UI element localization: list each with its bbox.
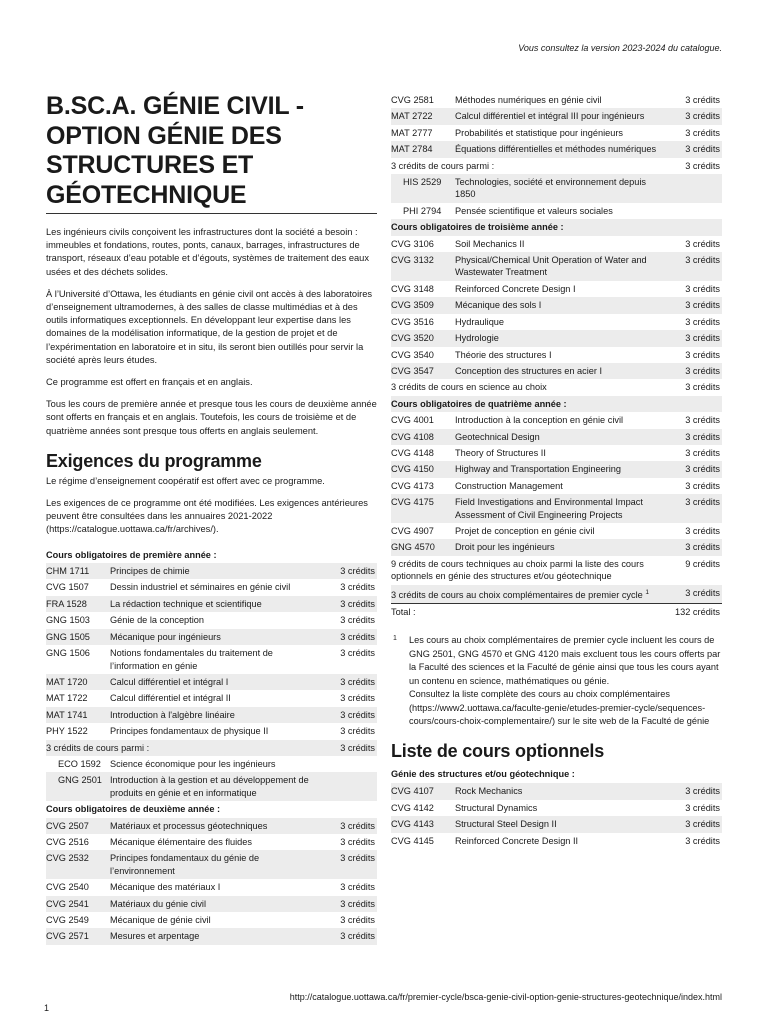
course-code: MAT 1741 <box>46 707 110 723</box>
optional-course-table <box>391 783 722 849</box>
course-code: GNG 2501 <box>46 772 110 801</box>
total-credits: 132 crédits <box>670 604 722 621</box>
elective-option-row <box>46 756 377 772</box>
course-credits: 3 crédits <box>670 141 722 157</box>
course-row <box>391 363 722 379</box>
course-row <box>391 281 722 297</box>
course-title: Matériaux du génie civil <box>110 896 325 912</box>
credit-requirement-row <box>391 585 722 604</box>
elective-option-row <box>46 772 377 801</box>
footnote-mark: 1 <box>393 635 397 643</box>
course-title: Calcul différentiel et intégral III pour ingénieurs <box>455 108 670 124</box>
course-title: Principes fondamentaux du génie de l’environnement <box>110 850 325 879</box>
course-code: CVG 4108 <box>391 429 455 445</box>
requirement-label: 3 crédits de cours parmi : <box>391 160 495 171</box>
course-title: Soil Mechanics II <box>455 238 525 249</box>
course-credits: 3 crédits <box>670 585 722 604</box>
footnote-text-2: Consultez la liste complète des cours au choix complémentaires (https://www2.uottawa.ca/faculte-genie/etudes-premier-cycle/sequences-cours/cours-choix-complementaire/) sur le site web de la Faculté de génie <box>409 689 710 726</box>
requirement-text <box>391 556 670 585</box>
course-row <box>46 674 377 690</box>
course-code: CVG 2541 <box>46 896 110 912</box>
course-credits: 3 crédits <box>685 802 720 813</box>
course-title: Calcul différentiel et intégral I <box>110 674 325 690</box>
footer-url[interactable]: http://catalogue.uottawa.ca/fr/premier-cycle/bsca-genie-civil-option-genie-structures-geotechnique/index.html <box>289 992 722 1002</box>
course-title: Projet de conception en génie civil <box>455 525 595 536</box>
course-row <box>391 539 722 555</box>
course-row <box>46 596 377 612</box>
course-credits: 3 crédits <box>685 382 720 393</box>
course-credits: 3 crédits <box>340 882 375 893</box>
left-column <box>46 92 377 945</box>
course-row <box>391 523 722 539</box>
course-row <box>391 92 722 108</box>
footnote-text <box>391 634 722 728</box>
course-credits: 3 crédits <box>325 596 377 612</box>
total-row <box>391 604 722 621</box>
course-title: Introduction à l'algèbre linéaire <box>110 707 325 723</box>
course-code: CVG 1507 <box>46 582 89 593</box>
course-row <box>391 141 722 157</box>
course-title: Theory of Structures II <box>455 447 546 458</box>
course-row <box>391 412 722 428</box>
optional-course-row <box>391 783 722 799</box>
course-code: CVG 4001 <box>391 415 434 426</box>
course-code: PHY 1522 <box>46 726 88 737</box>
course-code: CVG 3106 <box>391 238 434 249</box>
course-credits: 3 crédits <box>340 693 375 704</box>
course-credits: 3 crédits <box>325 850 377 879</box>
requirements-heading: Exigences du programme <box>46 450 262 471</box>
course-credits: 3 crédits <box>685 238 720 249</box>
course-credits: 3 crédits <box>340 615 375 626</box>
course-credits: 3 crédits <box>685 127 720 138</box>
optional-course-row <box>391 816 722 832</box>
course-code: CVG 4907 <box>391 525 434 536</box>
course-code: CVG 2532 <box>46 850 110 879</box>
course-code: FRA 1528 <box>46 596 110 612</box>
course-title: Hydraulique <box>455 316 505 327</box>
course-row <box>46 879 377 895</box>
section-heading-row <box>46 801 377 817</box>
page-title: B.SC.A. GÉNIE CIVIL - OPTION GÉNIE DES STRUCTURES ET GÉOTECHNIQUE <box>46 92 377 214</box>
section-heading-row <box>391 219 722 235</box>
course-title: Highway and Transportation Engineering <box>455 461 670 477</box>
section-heading-row <box>46 547 377 563</box>
course-title: Geotechnical Design <box>455 429 670 445</box>
course-credits: 3 crédits <box>685 316 720 327</box>
intro-paragraph: Tous les cours de première année et presque tous les cours de deuxième année sont offerts en français et en anglais. Toutefois, les cours de troisième et de quatrième années sont presque tous offerts en anglais seulement. <box>46 399 377 436</box>
requirement-text <box>391 158 670 174</box>
course-credits: 3 crédits <box>325 928 377 944</box>
course-code: CVG 3547 <box>391 363 455 379</box>
course-code: CHM 1711 <box>46 563 110 579</box>
course-row <box>391 252 722 281</box>
footnote-text-1: Les cours au choix complémentaires de premier cycle incluent les cours de GNG 2501, GNG 4570 et GNG 4120 mais excluent tous les cours offerts par la Faculté des sciences et la Faculté de génie ainsi que tous les cours ayant un contenu en science, mathématiques ou génie. <box>409 635 721 686</box>
course-row <box>46 912 377 928</box>
course-credits: 3 crédits <box>670 297 722 313</box>
footnote <box>391 634 722 728</box>
course-credits: 3 crédits <box>670 539 722 555</box>
optional-courses-heading: Liste de cours optionnels <box>391 741 605 762</box>
course-code: CVG 3132 <box>391 252 455 281</box>
credit-requirement-row <box>391 379 722 395</box>
course-row <box>46 723 377 739</box>
course-row <box>391 236 722 252</box>
course-row <box>46 579 377 595</box>
course-code: CVG 2516 <box>46 836 89 847</box>
course-title: Structural Dynamics <box>455 802 538 813</box>
course-title: Science économique pour les ingénieurs <box>110 758 276 769</box>
requirement-text <box>391 379 670 395</box>
course-code: CVG 2549 <box>46 915 89 925</box>
course-credits: 3 crédits <box>340 648 375 659</box>
course-code: CVG 3516 <box>391 316 434 327</box>
course-credits: 3 crédits <box>340 726 375 737</box>
course-row <box>391 125 722 141</box>
course-title: Introduction à la conception en génie civil <box>455 415 624 426</box>
requirement-label: 3 crédits de cours au choix complémentaires de premier cycle <box>391 589 643 600</box>
requirement-label: 3 crédits de cours parmi : <box>46 742 150 753</box>
course-title: Notions fondamentales du traitement de l’information en génie <box>110 648 273 671</box>
course-table-year1-2 <box>46 547 377 945</box>
course-code: MAT 1720 <box>46 674 110 690</box>
course-row <box>46 850 377 879</box>
requirement-label: Total : <box>391 607 416 618</box>
course-row <box>391 330 722 346</box>
course-credits: 3 crédits <box>670 330 722 346</box>
course-code: CVG 4175 <box>391 494 455 523</box>
modified-note: Les exigences de ce programme ont été modifiées. Les exigences antérieures peuvent être consultées dans les annuaires 2021-2022 (https://catalogue.uottawa.ca/fr/archives/). <box>46 498 368 535</box>
course-title: Calcul différentiel et intégral II <box>110 693 231 704</box>
optional-subhead: Génie des structures et/ou géotechnique : <box>391 769 575 780</box>
course-code: CVG 4173 <box>391 480 434 491</box>
course-credits: 3 crédits <box>670 494 722 523</box>
course-credits: 3 crédits <box>670 461 722 477</box>
course-code: GNG 4570 <box>391 539 455 555</box>
course-credits: 3 crédits <box>325 674 377 690</box>
course-row <box>391 108 722 124</box>
course-code: CVG 3509 <box>391 297 455 313</box>
course-code: HIS 2529 <box>391 174 455 203</box>
credit-requirement-row <box>46 740 377 756</box>
course-row <box>46 707 377 723</box>
requirement-text <box>391 585 670 604</box>
optional-course-row <box>391 800 722 816</box>
footnote-ref: 1 <box>645 588 649 596</box>
course-row <box>391 429 722 445</box>
section-heading-row <box>391 396 722 412</box>
course-credits: 3 crédits <box>325 563 377 579</box>
course-title: Principes de chimie <box>110 563 325 579</box>
course-row <box>391 461 722 477</box>
course-row <box>391 478 722 494</box>
course-code: MAT 2777 <box>391 127 433 138</box>
course-title: Principes fondamentaux de physique II <box>110 726 269 737</box>
course-credits <box>670 203 722 219</box>
course-row <box>46 563 377 579</box>
course-title: Mesures et arpentage <box>110 928 325 944</box>
course-credits: 3 crédits <box>685 349 720 360</box>
course-code: CVG 4107 <box>391 783 455 799</box>
course-code: MAT 2784 <box>391 141 455 157</box>
course-credits: 3 crédits <box>685 480 720 491</box>
course-credits: 3 crédits <box>325 740 377 756</box>
course-title: Génie de la conception <box>110 615 204 626</box>
course-code: CVG 4145 <box>391 835 434 846</box>
catalogue-version-notice: Vous consultez la version 2023-2024 du catalogue. <box>518 43 722 53</box>
section-heading: Cours obligatoires de deuxième année : <box>46 804 221 815</box>
course-credits: 3 crédits <box>685 835 720 846</box>
course-credits: 3 crédits <box>670 252 722 281</box>
course-code: GNG 1505 <box>46 629 110 645</box>
course-row <box>391 445 722 461</box>
course-row <box>46 645 377 674</box>
course-row <box>46 896 377 912</box>
course-title: La rédaction technique et scientifique <box>110 596 325 612</box>
course-credits: 3 crédits <box>685 447 720 458</box>
course-code: CVG 2540 <box>46 882 89 893</box>
course-title: Hydrologie <box>455 330 670 346</box>
course-credits: 3 crédits <box>685 95 720 105</box>
course-code: CVG 2581 <box>391 95 434 105</box>
elective-option-row <box>391 203 722 219</box>
course-credits: 3 crédits <box>340 836 375 847</box>
requirement-text <box>46 740 325 756</box>
intro-paragraph: À l’Université d’Ottawa, les étudiants en génie civil ont accès à des laboratoires d’enseignement ultramodernes, à des salles de classe multimédias et à des outils informatiques exceptionnels. En développant leur expertise dans les domaines de la modélisation informatique, de la gestion de projet et de l’expérimentation en laboratoire et in situ, ils seront bien outillés pour servir la société après leurs études. <box>46 288 373 365</box>
course-credits: 3 crédits <box>340 915 375 925</box>
intro-paragraph: Les ingénieurs civils conçoivent les infrastructures dont la société a besoin : immeubles et fondations, routes, ponts, canaux, barrages, infrastructures de transport, réseaux d’eau potable et d’égouts, systèmes de traitement des eaux usées et des déchets solides. <box>46 227 369 277</box>
course-code: CVG 3148 <box>391 283 434 294</box>
course-code: MAT 2722 <box>391 108 455 124</box>
course-credits: 3 crédits <box>670 108 722 124</box>
course-row <box>391 494 722 523</box>
course-row <box>391 314 722 330</box>
course-code: CVG 2571 <box>46 928 110 944</box>
course-credits: 3 crédits <box>670 429 722 445</box>
course-title: Mécanique de génie civil <box>110 915 211 925</box>
course-code: CVG 4148 <box>391 447 434 458</box>
course-row <box>46 818 377 834</box>
credit-requirement-row <box>391 556 722 585</box>
course-title: Théorie des structures I <box>455 349 552 360</box>
course-code: CVG 2507 <box>46 818 110 834</box>
course-title: Physical/Chemical Unit Operation of Water and Wastewater Treatment <box>455 252 670 281</box>
course-credits: 3 crédits <box>325 818 377 834</box>
course-code: CVG 4143 <box>391 816 455 832</box>
course-code: GNG 1503 <box>46 615 90 626</box>
requirement-label: 3 crédits de cours en science au choix <box>391 382 547 393</box>
course-table-year2-4 <box>391 92 722 620</box>
section-heading: Cours obligatoires de quatrième année : <box>391 396 722 412</box>
credit-requirement-row <box>391 158 722 174</box>
course-title: Introduction à la gestion et au développement de produits en génie et en informatique <box>110 772 325 801</box>
course-code: GNG 1506 <box>46 648 90 659</box>
section-heading: Cours obligatoires de troisième année : <box>391 219 722 235</box>
course-title: Field Investigations and Environmental Impact Assessment of Civil Engineering Projects <box>455 494 670 523</box>
course-code: PHI 2794 <box>403 205 442 216</box>
course-title: Mécanique des sols I <box>455 297 670 313</box>
course-code: ECO 1592 <box>58 758 101 769</box>
course-title: Structural Steel Design II <box>455 816 670 832</box>
course-row <box>391 347 722 363</box>
right-column <box>391 92 722 849</box>
course-credits: 3 crédits <box>325 896 377 912</box>
course-credits <box>325 756 377 772</box>
coop-note: Le régime d’enseignement coopératif est offert avec ce programme. <box>46 475 325 486</box>
course-code: CVG 3540 <box>391 349 434 360</box>
optional-course-row <box>391 833 722 849</box>
course-title: Reinforced Concrete Design I <box>455 283 576 294</box>
course-title: Droit pour les ingénieurs <box>455 539 670 555</box>
course-credits: 3 crédits <box>670 783 722 799</box>
course-title: Conception des structures en acier I <box>455 363 670 379</box>
course-title: Méthodes numériques en génie civil <box>455 95 602 105</box>
course-title: Rock Mechanics <box>455 783 670 799</box>
page-number: 1 <box>44 1003 50 1013</box>
course-row <box>46 629 377 645</box>
course-title: Pensée scientifique et valeurs sociales <box>455 205 613 216</box>
total-label <box>391 604 670 621</box>
course-title: Matériaux et processus géotechniques <box>110 818 325 834</box>
course-credits: 3 crédits <box>670 363 722 379</box>
section-heading: Cours obligatoires de première année : <box>46 549 217 560</box>
elective-option-row <box>391 174 722 203</box>
course-credits: 3 crédits <box>325 707 377 723</box>
requirement-label: 9 crédits de cours techniques au choix parmi la liste des cours optionnels en génie des structures et/ou géotechnique <box>391 558 644 582</box>
course-credits: 3 crédits <box>685 160 720 171</box>
course-credits: 3 crédits <box>340 582 375 593</box>
course-title: Mécanique élémentaire des fluides <box>110 836 252 847</box>
intro-paragraph: Ce programme est offert en français et en anglais. <box>46 377 253 388</box>
course-code: MAT 1722 <box>46 693 88 704</box>
course-row <box>46 612 377 628</box>
course-row <box>46 928 377 944</box>
course-credits <box>325 772 377 801</box>
course-title: Technologies, société et environnement depuis 1850 <box>455 174 670 203</box>
course-title: Reinforced Concrete Design II <box>455 835 579 846</box>
course-title: Dessin industriel et séminaires en génie civil <box>110 582 291 593</box>
course-title: Mécanique pour ingénieurs <box>110 629 325 645</box>
course-row <box>46 834 377 850</box>
course-credits: 3 crédits <box>685 283 720 294</box>
course-code: CVG 4150 <box>391 461 455 477</box>
course-credits <box>670 174 722 203</box>
course-credits: 3 crédits <box>685 415 720 426</box>
course-code: CVG 4142 <box>391 802 434 813</box>
course-code: CVG 3520 <box>391 330 455 346</box>
course-row <box>46 690 377 706</box>
course-credits: 9 crédits <box>685 558 720 569</box>
course-title: Équations différentielles et méthodes numériques <box>455 141 670 157</box>
course-title: Probabilités et statistique pour ingénieurs <box>455 127 624 138</box>
course-credits: 3 crédits <box>685 525 720 536</box>
course-credits: 3 crédits <box>670 816 722 832</box>
course-credits: 3 crédits <box>325 629 377 645</box>
course-title: Mécanique des matériaux I <box>110 882 221 893</box>
course-title: Construction Management <box>455 480 563 491</box>
course-row <box>391 297 722 313</box>
